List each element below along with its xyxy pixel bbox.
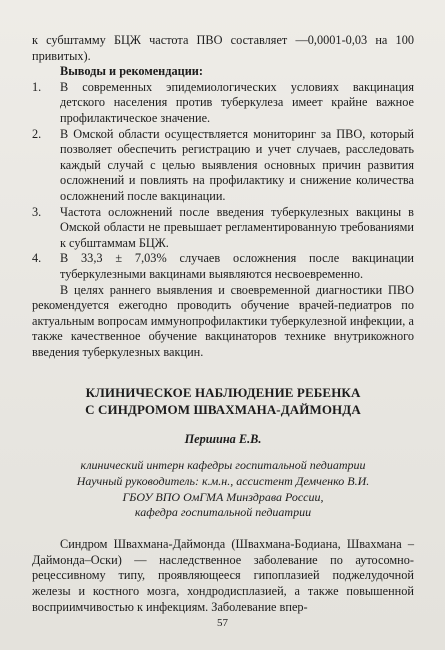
list-item: [32, 127, 414, 205]
list-item: [32, 205, 414, 252]
list-item-text: В современных эпидемиологических условиях вакцинация детского населения против туберкулеза имеет крайне важное профилактическое значение.: [60, 79, 414, 125]
list-item-text: В Омской области осуществляется мониторинг за ПВО, который позволяет обеспечить регистрацию и учет случаев, расследовать каждый случай с целью выявления основных причин развития осложнений и повлиять на профилактику и снижение количества осложнений после вакцинации.: [60, 126, 414, 203]
author-affiliation: [32, 458, 414, 521]
article-body-paragraph: Синдром Швахмана-Даймонда (Швахмана-Бодиана, Швахмана – Даймонда–Оски) — наследственное заболевание по аутосомно-рецессивному типу, проявляющееся гипоплазией поджелудочной железы и костного мозга, хондродисплазией, а также повышенной восприимчивостью к инфекциям. Заболевание впер-: [32, 537, 414, 614]
list-item-number: 4.: [32, 251, 42, 266]
list-item-number: 2.: [32, 126, 42, 141]
recommendations-list: [32, 80, 414, 283]
article-author: Першина Е.В.: [184, 432, 262, 447]
list-item: [32, 80, 414, 127]
page-number: 57: [217, 617, 228, 629]
list-item-text: В 33,3 ± 7,03% случаев осложнения после вакцинации туберкулезными вакцинами выявляются несвоевременно.: [60, 251, 414, 281]
article-title-line: КЛИНИЧЕСКОЕ НАБЛЮДЕНИЕ РЕБЕНКА: [85, 385, 361, 401]
list-item-text: Частота осложнений после введения туберкулезных вакцины в Омской области не превышает регламентированную требованиями к субштаммам БЦЖ.: [60, 204, 414, 250]
intro-line: к субштамму БЦЖ частота ПВО составляет —0,0001-0,03 на 100 привитых).: [32, 33, 414, 63]
list-item-number: 1.: [32, 79, 42, 94]
affiliation-line: ГБОУ ВПО ОмГМА Минздрава России,: [122, 489, 324, 504]
page-content: [32, 33, 414, 615]
article-title: [32, 384, 414, 418]
list-item: [32, 251, 414, 282]
conclusions-heading: Выводы и рекомендации:: [60, 64, 203, 79]
article-title-line: С СИНДРОМОМ ШВАХМАНА-ДАЙМОНДА: [85, 402, 361, 418]
affiliation-line: клинический интерн кафедры госпитальной педиатрии: [80, 458, 366, 473]
affiliation-line: кафедра госпитальной педиатрии: [134, 505, 312, 520]
list-item-number: 3.: [32, 204, 42, 219]
affiliation-line: Научный руководитель: к.м.н., ассистент Демченко В.И.: [76, 473, 370, 488]
early-detection-paragraph: В целях раннего выявления и своевременной диагностики ПВО рекомендуется ежегодно проводить обучение врачей-педиатров по актуальным вопросам иммунопрофилактики туберкулезной инфекции, а также качественное обучение вакцинаторов технике внутрикожного введения туберкулезных вакцин.: [32, 282, 414, 359]
